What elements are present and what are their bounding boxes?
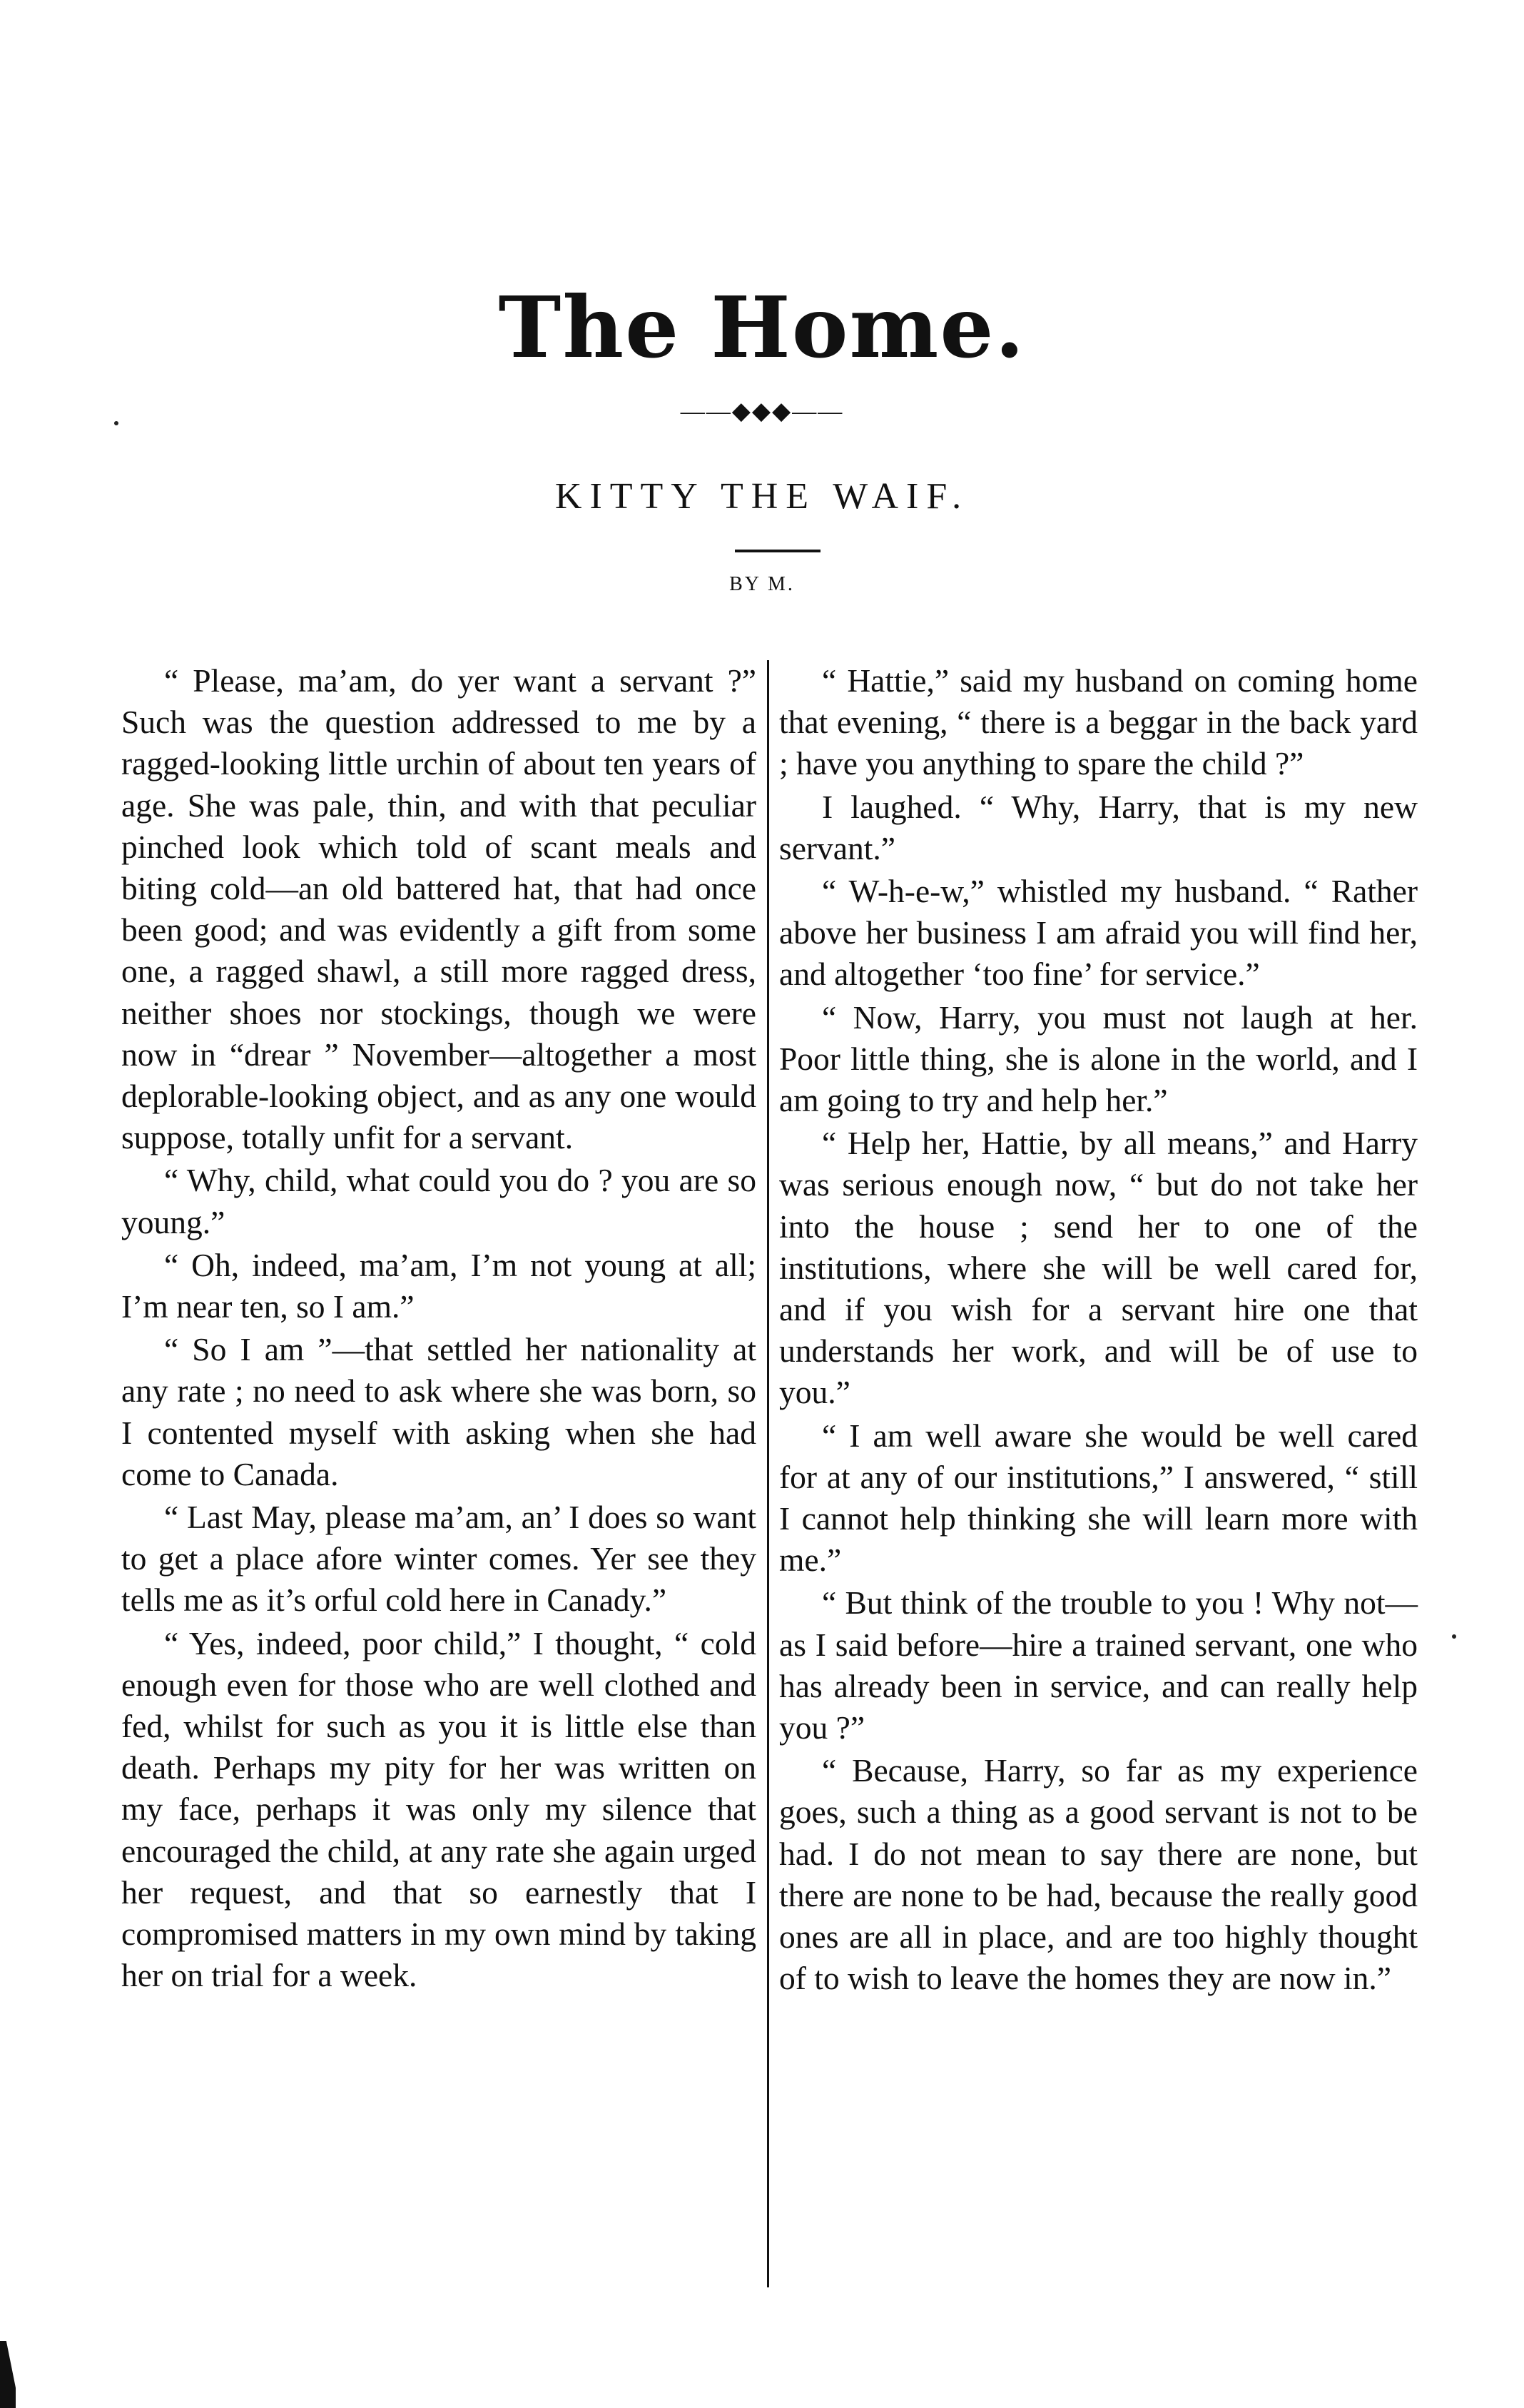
column-divider bbox=[767, 660, 769, 2287]
paragraph: “ So I am ”—that settled her nationality at any rate ; no need to ask where she was born, so I contented myself with asking when she had come to Canada. bbox=[121, 1331, 756, 1492]
binding-edge-mark bbox=[0, 2341, 16, 2408]
paragraph: “ Yes, indeed, poor child,” I thought, “ cold enough even for those who are well clothed and fed, whilst for such as you it is little else than death. Perhaps my pity for her was written on my face, perhaps it was only my silence that encouraged the child, at any rate she again urged her request, and that so earnestly that I compromised matters in my own mind by taking her on trial for a week. bbox=[121, 1624, 756, 1994]
paragraph: I laughed. “ Why, Harry, that is my new servant.” bbox=[779, 788, 1418, 866]
right-column bbox=[779, 660, 1418, 2001]
paragraph: “ Help her, Hattie, by all means,” and Harry was serious enough now, “ but do not take her into the house ; send her to one of the institutions, where she will be well cared for, and if you wish for a servant hire one that understands her work, and will be of use to you.” bbox=[779, 1125, 1418, 1411]
story-title: KITTY THE WAIF. bbox=[554, 476, 970, 517]
paragraph: “ Please, ma’am, do yer want a servant ?” Such was the question addressed to me by a ragged-looking little urchin of about ten years of age. She was pale, thin, and with that peculiar pinched look which told of scant meals and biting cold—an old battered hat, that had once been good; and was evidently a gift from some one, a ragged shawl, a still more ragged dress, neither shoes nor stockings, though we were now in “drear ” November—altogether a most deplorable-looking object, and as any one would suppose, totally unfit for a servant. bbox=[121, 662, 756, 1156]
paragraph: “ Now, Harry, you must not laugh at her. Poor little thing, she is alone in the world, and I am going to try and help her.” bbox=[779, 998, 1418, 1119]
paragraph: “ Hattie,” said my husband on coming home that evening, “ there is a beggar in the back yard ; have you anything to spare the child ?” bbox=[779, 662, 1418, 782]
paragraph: “ Oh, indeed, ma’am, I’m not young at all; I’m near ten, so I am.” bbox=[121, 1246, 756, 1325]
byline: BY M. bbox=[729, 573, 795, 595]
paragraph: “ W-h-e-w,” whistled my husband. “ Rather above her business I am afraid you will find her, and altogether ‘too fine’ for service.” bbox=[779, 873, 1418, 993]
print-speck bbox=[114, 421, 118, 425]
left-column bbox=[121, 660, 756, 1998]
print-speck bbox=[1452, 1634, 1456, 1639]
paragraph: “ I am well aware she would be well cared for at any of our institutions,” I answered, “ still I cannot help thinking she will learn more with me.” bbox=[779, 1417, 1418, 1579]
paragraph: “ Last May, please ma’am, an’ I does so want to get a place afore winter comes. Yer see they tells me as it’s orful cold here in Canady.” bbox=[121, 1499, 756, 1619]
paragraph: “ Why, child, what could you do ? you are so young.” bbox=[121, 1162, 756, 1240]
section-title: The Home. bbox=[498, 278, 1026, 377]
ornament-divider: ——◆◆◆—— bbox=[680, 398, 844, 425]
paragraph: “ But think of the trouble to you ! Why not—as I said before—hire a trained servant, one who has already been in service, and can really help you ?” bbox=[779, 1584, 1418, 1746]
title-rule bbox=[735, 550, 821, 552]
paragraph: “ Because, Harry, so far as my experience goes, such a thing as a good servant is not to be had. I do not mean to say there are none, but there are none to be had, because the really good ones are all in place, and are too highly thought of to wish to leave the homes they are now in.” bbox=[779, 1752, 1418, 1997]
